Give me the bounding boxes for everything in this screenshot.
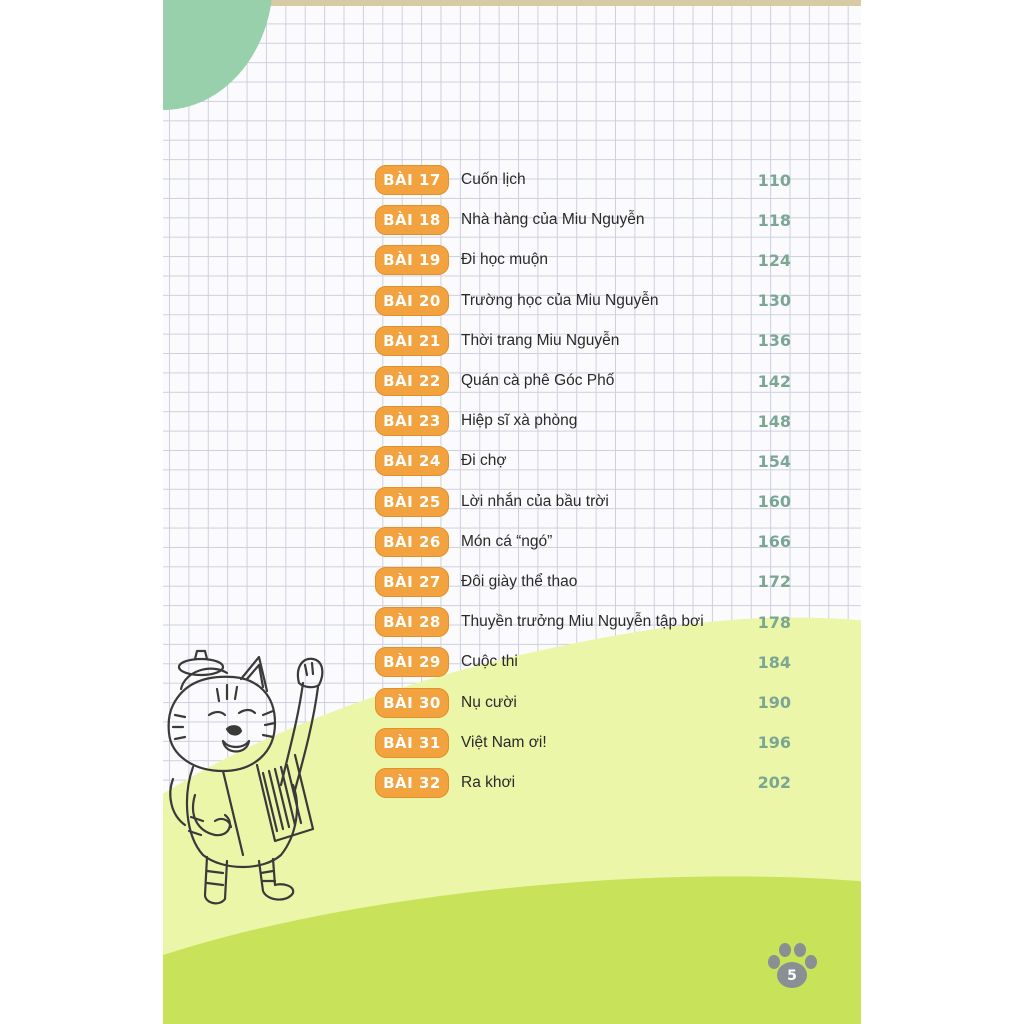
toc-row <box>375 482 795 522</box>
cartoon-tiger-cat-icon <box>163 645 353 915</box>
lesson-page-number: 178 <box>757 612 791 632</box>
lesson-page-number: 190 <box>757 693 791 713</box>
lesson-title: Hiệp sĩ xà phòng <box>461 412 578 430</box>
lesson-title: Thời trang Miu Nguyễn <box>461 331 620 349</box>
lesson-page-number: 172 <box>757 572 791 592</box>
lesson-badge: BÀI 17 <box>375 165 449 195</box>
lesson-page-number: 142 <box>757 371 791 391</box>
lesson-badge: BÀI 20 <box>375 286 449 316</box>
lesson-badge: BÀI 25 <box>375 487 449 517</box>
lesson-badge: BÀI 19 <box>375 245 449 275</box>
toc-row <box>375 562 795 602</box>
corner-green-blob <box>163 0 273 110</box>
lesson-page-number: 160 <box>757 492 791 512</box>
lesson-title: Nhà hàng của Miu Nguyễn <box>461 211 645 229</box>
toc-row <box>375 240 795 280</box>
lesson-badge: BÀI 23 <box>375 406 449 436</box>
lesson-title: Nụ cười <box>461 693 517 711</box>
lesson-badge: BÀI 30 <box>375 688 449 718</box>
lesson-badge: BÀI 31 <box>375 728 449 758</box>
lesson-badge: BÀI 32 <box>375 768 449 798</box>
lesson-title: Cuốn lịch <box>461 171 526 189</box>
toc-row <box>375 522 795 562</box>
lesson-badge: BÀI 28 <box>375 607 449 637</box>
lesson-title: Cuộc thi <box>461 653 518 671</box>
lesson-badge: BÀI 24 <box>375 446 449 476</box>
paw-print-icon <box>766 942 818 992</box>
lesson-title: Đi chợ <box>461 452 507 470</box>
lesson-badge: BÀI 29 <box>375 647 449 677</box>
lesson-page-number: 166 <box>757 532 791 552</box>
toc-row <box>375 441 795 481</box>
toc-row <box>375 160 795 200</box>
toc-row <box>375 602 795 642</box>
toc-row <box>375 763 795 803</box>
lesson-title: Việt Nam ơi! <box>461 733 547 751</box>
lesson-page-number: 202 <box>757 773 791 793</box>
lesson-badge: BÀI 26 <box>375 527 449 557</box>
table-of-contents <box>375 160 795 803</box>
toc-row <box>375 723 795 763</box>
toc-row <box>375 361 795 401</box>
lesson-page-number: 110 <box>757 170 791 190</box>
lesson-page-number: 196 <box>757 733 791 753</box>
lesson-title: Đi học muộn <box>461 251 549 269</box>
toc-row <box>375 401 795 441</box>
lesson-title: Thuyền trưởng Miu Nguyễn tập bơi <box>461 613 704 631</box>
lesson-page-number: 136 <box>757 331 791 351</box>
toc-row <box>375 281 795 321</box>
toc-row <box>375 682 795 722</box>
lesson-title: Ra khơi <box>461 773 516 791</box>
lesson-badge: BÀI 27 <box>375 567 449 597</box>
lesson-title: Quán cà phê Góc Phố <box>461 372 615 390</box>
lesson-page-number: 184 <box>757 652 791 672</box>
lesson-page-number: 124 <box>757 250 791 270</box>
lesson-badge: BÀI 21 <box>375 326 449 356</box>
lesson-page-number: 130 <box>757 291 791 311</box>
lesson-badge: BÀI 18 <box>375 205 449 235</box>
lesson-page-number: 154 <box>757 451 791 471</box>
toc-row <box>375 642 795 682</box>
lesson-title: Món cá “ngó” <box>461 532 553 550</box>
toc-row <box>375 200 795 240</box>
lesson-title: Lời nhắn của bầu trời <box>461 492 609 510</box>
lesson-title: Đôi giày thể thao <box>461 572 578 590</box>
lesson-title: Trường học của Miu Nguyễn <box>461 291 659 309</box>
lesson-page-number: 148 <box>757 411 791 431</box>
lesson-page-number: 118 <box>757 210 791 230</box>
toc-row <box>375 321 795 361</box>
book-page <box>163 0 861 1024</box>
page-number: 5 <box>787 968 797 984</box>
lesson-badge: BÀI 22 <box>375 366 449 396</box>
